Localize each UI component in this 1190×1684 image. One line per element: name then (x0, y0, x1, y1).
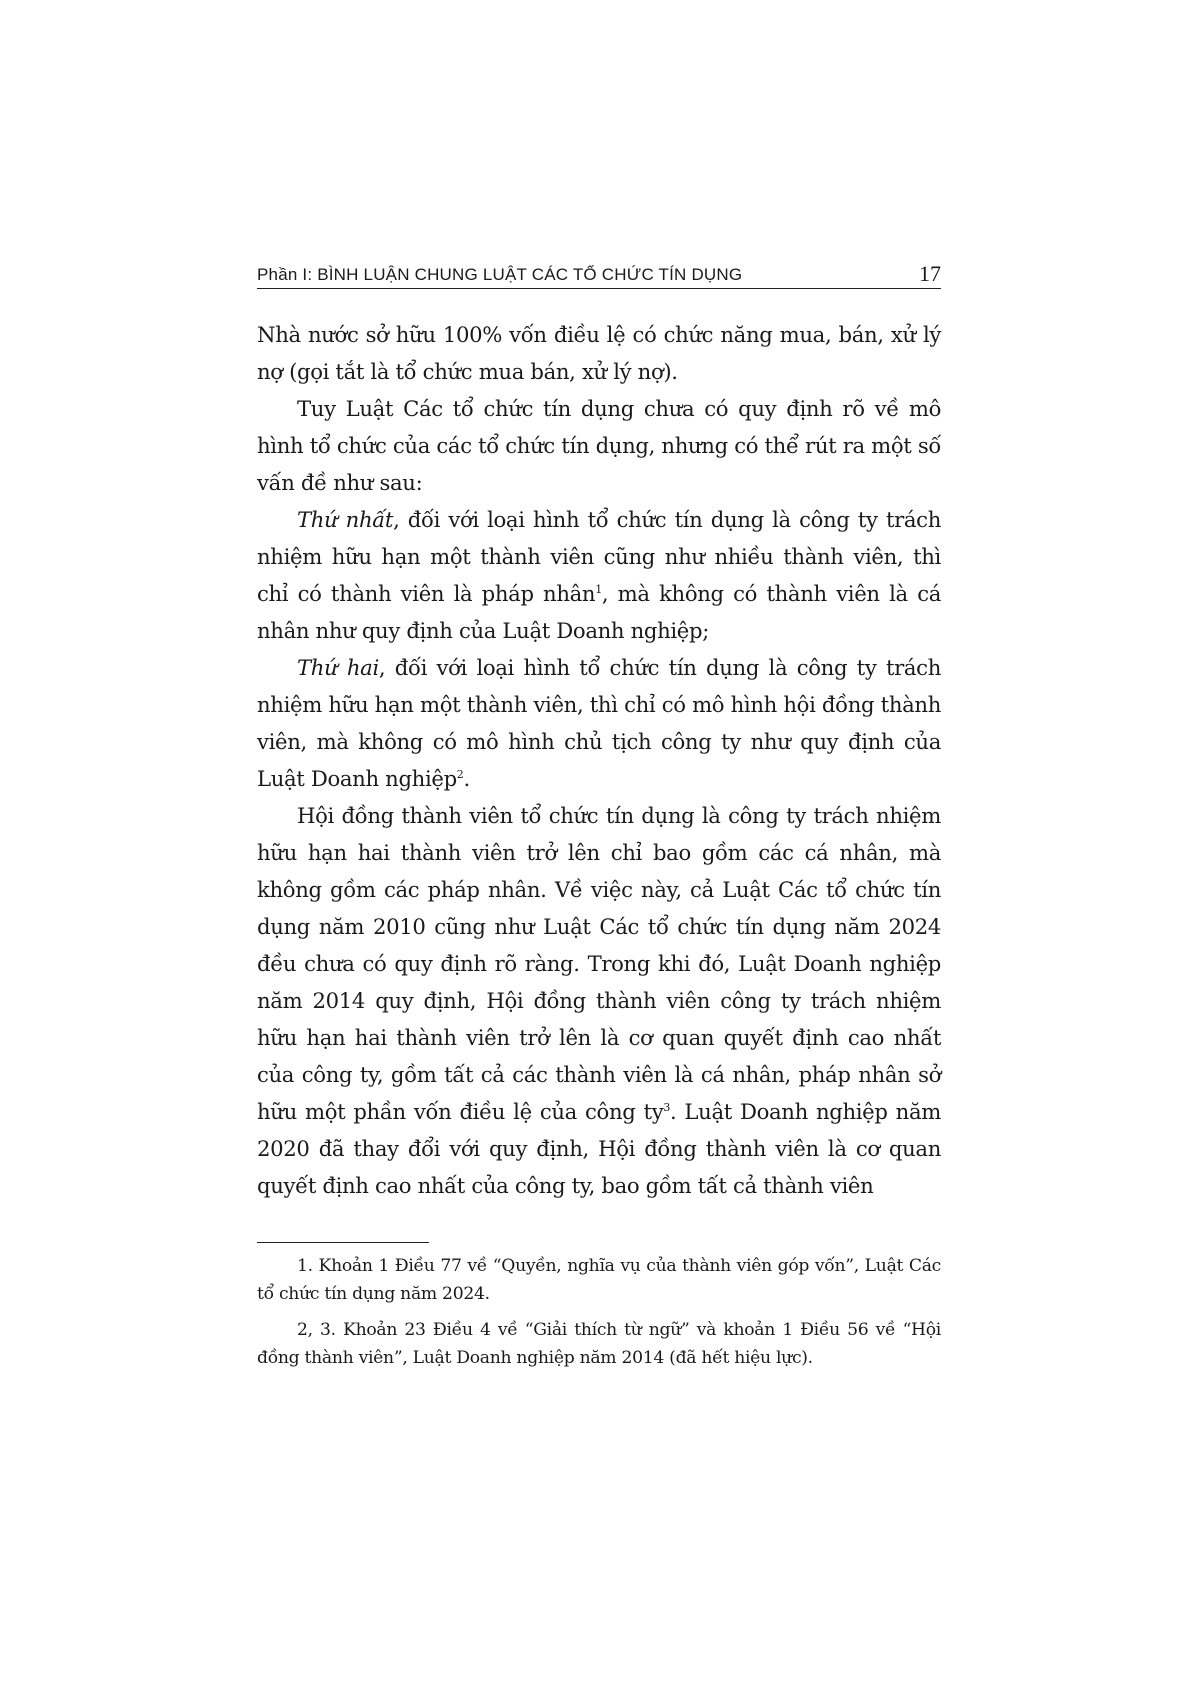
footnote-ref-2: 2 (456, 767, 464, 781)
body-text (257, 316, 941, 1204)
header-title: Phần I: BÌNH LUẬN CHUNG LUẬT CÁC TỔ CHỨC TÍN DỤNG (257, 265, 743, 284)
footnotes (257, 1253, 941, 1372)
paragraph-5-text-b: . Luật Doanh nghiệp năm 2020 đã thay đổi với quy định, Hội đồng thành viên là cơ quan quyết định cao nhất của công ty, bao gồm tất cả thành viên (257, 1099, 941, 1198)
footnote-1: 1. Khoản 1 Điều 77 về “Quyền, nghĩa vụ của thành viên góp vốn”, Luật Các tổ chức tín dụng năm 2024. (257, 1256, 941, 1304)
paragraph-2: Tuy Luật Các tổ chức tín dụng chưa có quy định rõ về mô hình tổ chức của các tổ chức tín dụng, nhưng có thể rút ra một số vấn đề như sau: (257, 396, 941, 495)
paragraph-5 (257, 797, 941, 1204)
footnote-ref-3: 3 (663, 1100, 670, 1114)
paragraph-3 (257, 501, 941, 649)
footnote-2-3: 2, 3. Khoản 23 Điều 4 về “Giải thích từ ngữ” và khoản 1 Điều 56 về “Hội đồng thành viên”, Luật Doanh nghiệp năm 2014 (đã hết hiệu lực). (257, 1320, 941, 1368)
paragraph-4-text-a: , đối với loại hình tổ chức tín dụng là công ty trách nhiệm hữu hạn một thành viên, thì chỉ có mô hình hội đồng thành viên, mà không có mô hình chủ tịch công ty như quy định của Luật Doanh nghiệp (257, 655, 941, 791)
paragraph-4-lead: Thứ hai (297, 655, 379, 680)
book-page (257, 263, 941, 1381)
paragraph-3-text-a: , đối với loại hình tổ chức tín dụng là công ty trách nhiệm hữu hạn một thành viên cũng như nhiều thành viên, thì chỉ có thành viên là pháp nhân (257, 507, 941, 606)
footnote-divider (257, 1242, 429, 1243)
running-header (257, 263, 941, 289)
paragraph-5-text-a: Hội đồng thành viên tổ chức tín dụng là công ty trách nhiệm hữu hạn hai thành viên trở lên chỉ bao gồm các cá nhân, mà không gồm các pháp nhân. Về việc này, cả Luật Các tổ chức tín dụng năm 2010 cũng như Luật Các tổ chức tín dụng năm 2024 đều chưa có quy định rõ ràng. Trong khi đó, Luật Doanh nghiệp năm 2014 quy định, Hội đồng thành viên công ty trách nhiệm hữu hạn hai thành viên trở lên là cơ quan quyết định cao nhất của công ty, gồm tất cả các thành viên là cá nhân, pháp nhân sở hữu một phần vốn điều lệ của công ty (257, 803, 941, 1124)
paragraph-4 (257, 649, 941, 797)
page-number: 17 (919, 261, 941, 286)
paragraph-4-text-b: . (463, 766, 470, 791)
paragraph-3-lead: Thứ nhất (297, 507, 394, 532)
paragraph-3-text-b: , mà không có thành viên là cá nhân như quy định của Luật Doanh nghiệp; (257, 581, 942, 643)
footnote-ref-1: 1 (595, 582, 602, 596)
paragraph-1: Nhà nước sở hữu 100% vốn điều lệ có chức năng mua, bán, xử lý nợ (gọi tắt là tổ chức mua bán, xử lý nợ). (257, 322, 941, 384)
